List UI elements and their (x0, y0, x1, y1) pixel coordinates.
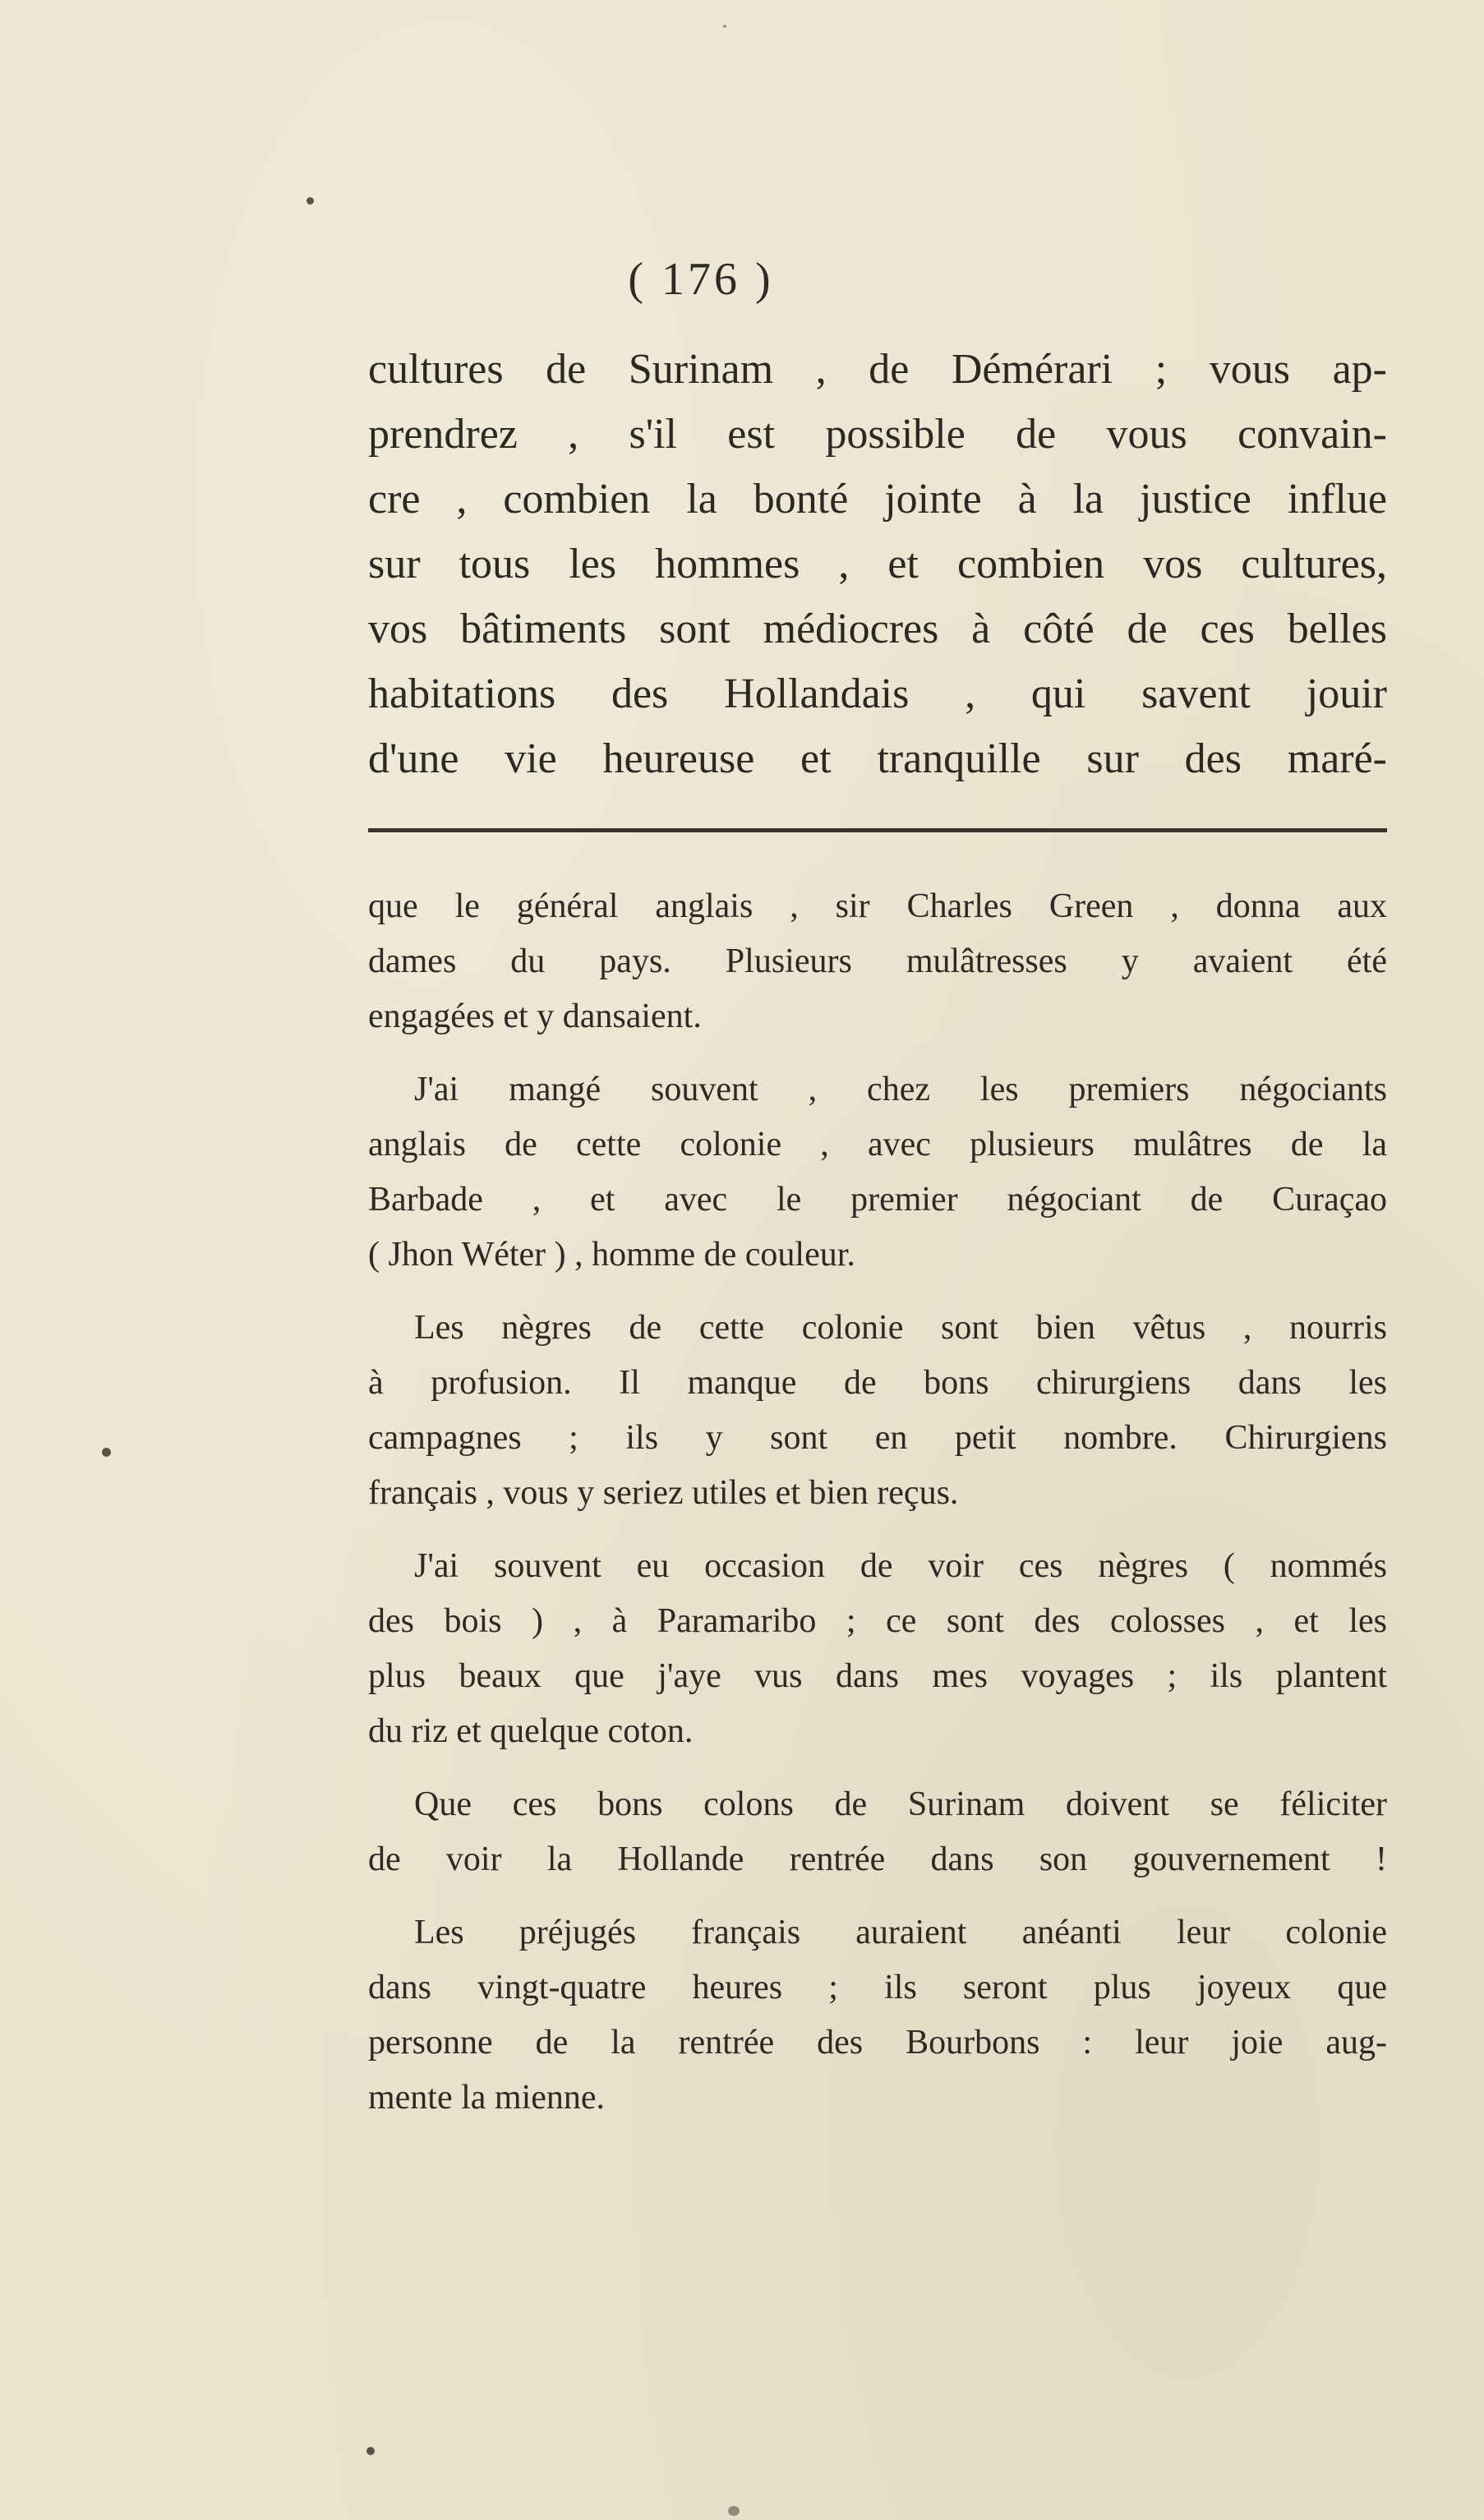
paper-speck (723, 25, 726, 28)
footnote-paragraph (368, 1777, 1387, 1887)
paper-speck (728, 2506, 740, 2516)
page-number: ( 176 ) (628, 254, 774, 305)
paper-speck (102, 1448, 111, 1457)
main-text-line: prendrez , s'il est possible de vous convain- (368, 411, 1387, 458)
footnote-paragraph (368, 1301, 1387, 1521)
footnote-line: J'ai mangé souvent , chez les premiers négociants (414, 1071, 1387, 1108)
footnote-paragraph (368, 879, 1387, 1044)
footnote-line: dames du pays. Plusieurs mulâtresses y avaient été (368, 942, 1387, 980)
footnote-line: J'ai souvent eu occasion de voir ces nègres ( nommés (414, 1547, 1387, 1585)
main-text-line: sur tous les hommes , et combien vos cultures, (368, 541, 1387, 587)
main-text-line: cultures de Surinam , de Démérari ; vous ap- (368, 346, 1387, 393)
footnote-line: campagnes ; ils y sont en petit nombre. Chirurgiens (368, 1419, 1387, 1457)
footnote-line: dans vingt-quatre heures ; ils seront plus joyeux que (368, 1969, 1387, 2006)
footnote-line: que le général anglais , sir Charles Green , donna aux (368, 887, 1387, 925)
footnote-line: anglais de cette colonie , avec plusieurs mulâtres de la (368, 1126, 1387, 1163)
footnote-line: Les nègres de cette colonie sont bien vêtus , nourris (414, 1309, 1387, 1347)
footnote-line: des bois ) , à Paramaribo ; ce sont des colosses , et les (368, 1602, 1387, 1640)
main-text-line: habitations des Hollandais , qui savent jouir (368, 670, 1387, 717)
footnote-line: à profusion. Il manque de bons chirurgiens dans les (368, 1364, 1387, 1402)
paper-speck (306, 197, 314, 205)
footnote-line: ( Jhon Wéter ) , homme de couleur. (368, 1236, 855, 1274)
footnote-line: Barbade , et avec le premier négociant de Curaçao (368, 1181, 1387, 1219)
main-text-line: cre , combien la bonté jointe à la justice influe (368, 476, 1387, 523)
footnote-line: de voir la Hollande rentrée dans son gouvernement ! (368, 1840, 1387, 1878)
footnote-divider (368, 828, 1387, 832)
footnote-line: français , vous y seriez utiles et bien reçus. (368, 1474, 959, 1512)
footnote-line: Les préjugés français auraient anéanti leur colonie (414, 1914, 1387, 1951)
footnote-paragraph (368, 1905, 1387, 2126)
footnote-paragraph (368, 1062, 1387, 1283)
footnote-line: engagées et y dansaient. (368, 997, 702, 1035)
main-text-line: vos bâtiments sont médiocres à côté de ces belles (368, 606, 1387, 652)
footnote-line: personne de la rentrée des Bourbons : leur joie aug- (368, 2024, 1387, 2062)
footnote-line: mente la mienne. (368, 2079, 606, 2117)
footnote-line: plus beaux que j'aye vus dans mes voyages ; ils plantent (368, 1657, 1387, 1695)
footnote-line: du riz et quelque coton. (368, 1712, 694, 1750)
paper-speck (366, 2447, 375, 2455)
footnote-paragraph (368, 1539, 1387, 1759)
main-text-line: d'une vie heureuse et tranquille sur des maré- (368, 735, 1387, 782)
footnote-block (368, 879, 1387, 2144)
main-text-block (368, 337, 1387, 791)
footnote-line: Que ces bons colons de Surinam doivent se féliciter (414, 1785, 1387, 1823)
